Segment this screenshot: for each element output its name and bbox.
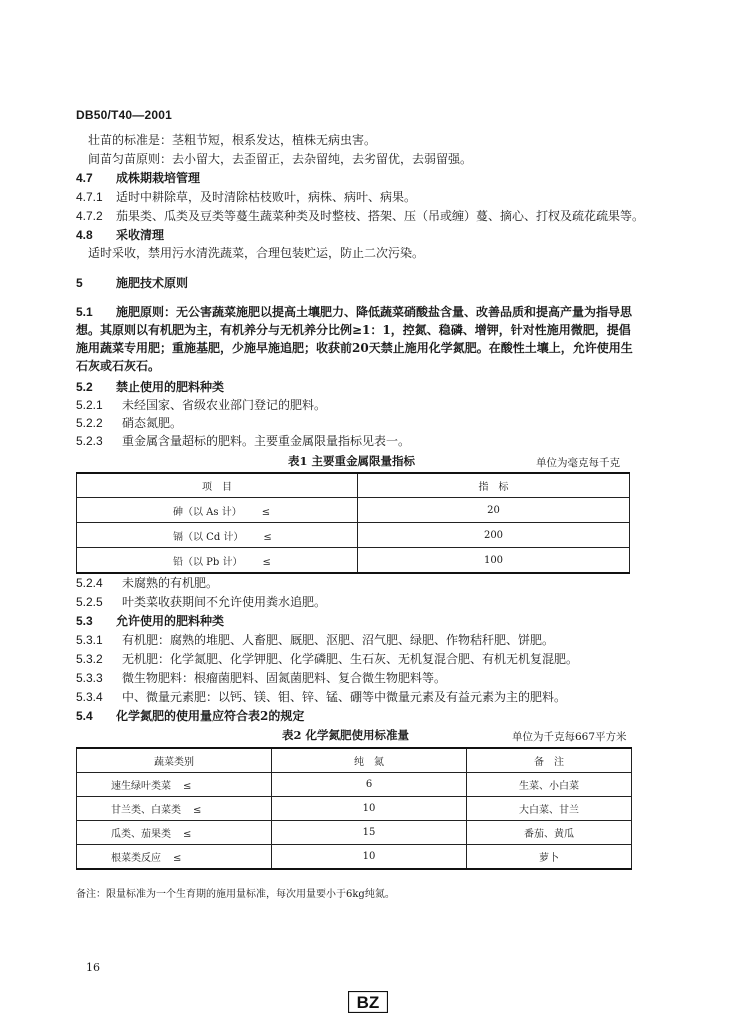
table-cell-note: 萝卜 bbox=[467, 845, 632, 870]
table-cell-item bbox=[77, 523, 358, 548]
section-number: 4.7.1 bbox=[76, 190, 103, 204]
section-5-2-1 bbox=[76, 397, 326, 414]
thinning-line: 间苗匀苗原则：去小留大，去歪留正，去杂留纯，去劣留优，去弱留强。 bbox=[88, 152, 473, 166]
section-text: 重金属含量超标的肥料。主要重金属限量指标见表一。 bbox=[122, 434, 411, 448]
table-cell-value: 20 bbox=[358, 498, 630, 523]
table-cell-value: 15 bbox=[272, 821, 467, 845]
table-header-cell: 蔬菜类别 bbox=[77, 748, 272, 773]
table-cell-category bbox=[77, 797, 272, 821]
section-number: 5.3.3 bbox=[76, 671, 103, 685]
table1-unit: 单位为毫克每千克 bbox=[536, 457, 620, 469]
table-row bbox=[77, 845, 632, 870]
section-text: 叶类菜收获期间不允许使用粪水追肥。 bbox=[122, 595, 327, 609]
section-number: 5.1 bbox=[76, 305, 93, 319]
table-row bbox=[77, 773, 632, 797]
section-number: 5.2.2 bbox=[76, 416, 103, 430]
section-5-2-2 bbox=[76, 415, 182, 432]
item-name: 铅（以 Pb 计） bbox=[173, 556, 243, 568]
category-name: 速生绿叶类菜 bbox=[111, 781, 171, 792]
section-text: 中、微量元素肥：以钙、镁、钼、锌、锰、硼等中微量元素及有益元素为主的肥料。 bbox=[122, 690, 567, 704]
section-5-3-4 bbox=[76, 689, 566, 706]
table-cell-value: 100 bbox=[358, 548, 630, 574]
bz-logo-icon bbox=[348, 991, 388, 1013]
section-text: 硝态氮肥。 bbox=[122, 416, 183, 430]
table2-nitrogen-usage bbox=[76, 747, 632, 870]
table-row bbox=[77, 548, 630, 574]
section-text: 茄果类、瓜类及豆类等蔓生蔬菜种类及时整枝、搭架、压（吊或缠）蔓、摘心、打杈及疏花疏果等。 bbox=[116, 209, 645, 223]
table-header-row bbox=[77, 748, 632, 773]
table-cell-category bbox=[77, 845, 272, 870]
section-5-2-heading bbox=[76, 379, 224, 396]
section-text: 微生物肥料：根瘤菌肥料、固氮菌肥料、复合微生物肥料等。 bbox=[122, 671, 447, 685]
section-number: 5 bbox=[76, 276, 83, 290]
section-4-7-1 bbox=[76, 189, 416, 206]
section-number: 5.2.4 bbox=[76, 576, 103, 590]
section-4-8-text: 适时采收，禁用污水清洗蔬菜，合理包装贮运，防止二次污染。 bbox=[88, 246, 425, 260]
section-title: 化学氮肥的使用量应符合表2的规定 bbox=[116, 709, 305, 723]
section-title: 施肥技术原则 bbox=[116, 276, 189, 290]
section-4-8-heading bbox=[76, 227, 164, 244]
section-number: 5.2.3 bbox=[76, 434, 103, 448]
section-number: 4.7 bbox=[76, 171, 93, 185]
table1-heavy-metal-limits bbox=[76, 472, 630, 574]
table-cell-value: 10 bbox=[272, 797, 467, 821]
table-cell-item bbox=[77, 498, 358, 523]
table-cell-note: 生菜、小白菜 bbox=[467, 773, 632, 797]
item-operator: ≤ bbox=[262, 556, 271, 568]
table-cell-category bbox=[77, 773, 272, 797]
category-operator: ≤ bbox=[183, 829, 192, 840]
table-header-cell: 备 注 bbox=[467, 748, 632, 773]
item-operator: ≤ bbox=[263, 531, 272, 543]
table-header-cell: 项 目 bbox=[77, 473, 358, 498]
section-5-heading bbox=[76, 275, 188, 292]
section-number: 5.4 bbox=[76, 709, 93, 723]
table-header-cell: 指 标 bbox=[358, 473, 630, 498]
section-4-7-2 bbox=[76, 208, 644, 225]
section-text: 有机肥：腐熟的堆肥、人畜肥、厩肥、沤肥、沼气肥、绿肥、作物秸秆肥、饼肥。 bbox=[122, 633, 555, 647]
section-text: 无机肥：化学氮肥、化学钾肥、化学磷肥、生石灰、无机复混合肥、有机无机复混肥。 bbox=[122, 652, 579, 666]
table-cell-category bbox=[77, 821, 272, 845]
table-row bbox=[77, 821, 632, 845]
document-code: DB50/T40—2001 bbox=[76, 108, 172, 122]
section-number: 5.2 bbox=[76, 380, 93, 394]
item-operator: ≤ bbox=[261, 506, 271, 518]
section-number: 5.3.4 bbox=[76, 690, 103, 704]
section-number: 5.2.5 bbox=[76, 595, 103, 609]
category-name: 甘兰类、白菜类 bbox=[111, 805, 181, 816]
section-text: 适时中耕除草，及时清除枯枝败叶，病株、病叶、病果。 bbox=[116, 190, 417, 204]
section-text: 施肥原则：无公害蔬菜施肥以提高土壤肥力、降低蔬菜硝酸盐含量、改善品质和提高产量为指导思想。其原则以有机肥为主，有机养分与无机养分比例≥1：1，控氮、稳磷、增钾，针对性施用微肥，提倡施用蔬菜专用肥；重施基肥，少施早施追肥；收获前20天禁止施用化学氮肥。在酸性土壤上，允许使用生石灰或石灰石。 bbox=[76, 305, 633, 373]
table-cell-value: 6 bbox=[272, 773, 467, 797]
section-number: 4.7.2 bbox=[76, 209, 103, 223]
section-number: 5.3.1 bbox=[76, 633, 103, 647]
table-cell-note: 番茄、黄瓜 bbox=[467, 821, 632, 845]
table-row bbox=[77, 797, 632, 821]
table-cell-item bbox=[77, 548, 358, 574]
section-5-2-4 bbox=[76, 575, 218, 592]
section-title: 允许使用的肥料种类 bbox=[116, 614, 225, 628]
table-header-cell: 纯 氮 bbox=[272, 748, 467, 773]
bz-logo-graphic bbox=[348, 991, 388, 1013]
page-number: 16 bbox=[86, 961, 100, 974]
section-title: 禁止使用的肥料种类 bbox=[116, 380, 225, 394]
section-text: 未经国家、省级农业部门登记的肥料。 bbox=[122, 398, 327, 412]
table-header-row bbox=[77, 473, 630, 498]
section-number: 5.3.2 bbox=[76, 652, 103, 666]
table-cell-note: 大白菜、甘兰 bbox=[467, 797, 632, 821]
section-5-4-heading bbox=[76, 708, 304, 725]
table1-caption: 表1 主要重金属限量指标 bbox=[288, 454, 416, 468]
section-title: 采收清理 bbox=[116, 228, 165, 242]
item-name: 砷（以 As 计） bbox=[173, 506, 242, 518]
section-5-3-2 bbox=[76, 651, 578, 668]
section-5-3-1 bbox=[76, 632, 554, 649]
category-operator: ≤ bbox=[183, 781, 192, 792]
section-text: 未腐熟的有机肥。 bbox=[122, 576, 219, 590]
category-name: 根菜类反应 bbox=[111, 853, 161, 864]
section-5-2-3 bbox=[76, 433, 410, 450]
section-number: 4.8 bbox=[76, 228, 93, 242]
section-5-3-heading bbox=[76, 613, 224, 630]
section-5-2-5 bbox=[76, 594, 326, 611]
table2-unit: 单位为千克每667平方米 bbox=[512, 731, 627, 743]
table2-footnote: 备注：限量标准为一个生育期的施用量标准，每次用量要小于6kg纯氮。 bbox=[76, 889, 395, 900]
section-5-3-3 bbox=[76, 670, 446, 687]
category-name: 瓜类、茄果类 bbox=[111, 829, 171, 840]
section-title: 成株期栽培管理 bbox=[116, 171, 201, 185]
section-5-1-paragraph bbox=[76, 303, 638, 375]
logo-text: BZ bbox=[356, 993, 380, 1012]
item-name: 镉（以 Cd 计） bbox=[173, 531, 244, 543]
table2-caption: 表2 化学氮肥使用标准量 bbox=[282, 728, 410, 742]
table-cell-value: 10 bbox=[272, 845, 467, 870]
table-row bbox=[77, 498, 630, 523]
section-4-7-heading bbox=[76, 170, 200, 187]
strong-seedling-line: 壮苗的标准是：茎粗节短，根系发达，植株无病虫害。 bbox=[88, 133, 377, 147]
section-number: 5.2.1 bbox=[76, 398, 103, 412]
table-cell-value: 200 bbox=[358, 523, 630, 548]
section-number: 5.3 bbox=[76, 614, 93, 628]
category-operator: ≤ bbox=[173, 853, 182, 864]
category-operator: ≤ bbox=[193, 805, 202, 816]
table-row bbox=[77, 523, 630, 548]
